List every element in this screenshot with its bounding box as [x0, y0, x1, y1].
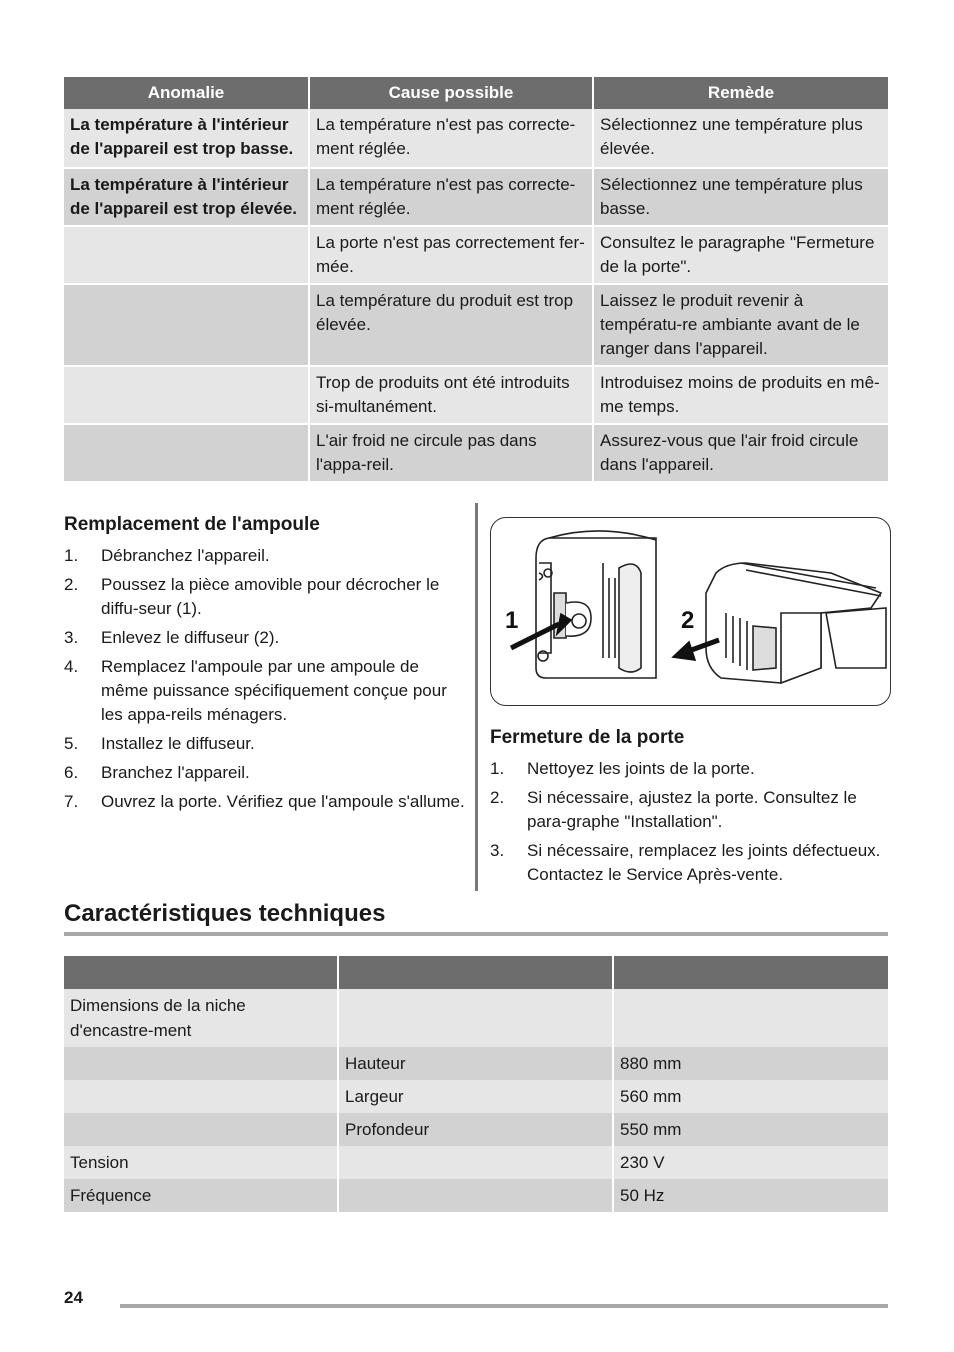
table-row — [64, 1080, 888, 1113]
anomaly-cell — [64, 225, 310, 283]
table-row — [64, 1047, 888, 1080]
illustration-svg — [491, 518, 891, 706]
heading-rule — [64, 932, 888, 936]
remedy-cell: Introduisez moins de produits en mê-me temps. — [594, 365, 888, 423]
step-text: Enlevez le diffuseur (2). — [101, 628, 280, 647]
troubleshooting-table — [64, 77, 888, 481]
step-text: Si nécessaire, remplacez les joints défectueux. Contactez le Service Après-vente. — [527, 841, 881, 884]
list-item — [490, 786, 888, 834]
spec-value-cell — [614, 989, 888, 1047]
table-row — [64, 989, 888, 1047]
door-closure-section — [490, 725, 888, 892]
list-item — [64, 790, 466, 814]
cause-cell: La température n'est pas correcte-ment réglée. — [310, 167, 594, 225]
table-header-row — [64, 77, 888, 109]
spec-label-cell: Dimensions de la niche d'encastre-ment — [64, 989, 339, 1047]
column-header-remedy: Remède — [594, 77, 888, 109]
callout-label-2: 2 — [681, 607, 695, 634]
spec-sublabel-cell: Largeur — [339, 1080, 614, 1113]
footer-rule — [120, 1304, 888, 1308]
step-number: 1. — [490, 759, 505, 778]
spec-label-cell — [64, 1113, 339, 1146]
cause-cell: La température du produit est trop élevée. — [310, 283, 594, 365]
technical-specs-table — [64, 956, 888, 1212]
callout-label-1: 1 — [505, 607, 519, 634]
anomaly-cell — [64, 365, 310, 423]
spec-label-cell — [64, 1080, 339, 1113]
page-number: 24 — [64, 1288, 83, 1307]
lamp-replacement-section — [64, 512, 466, 819]
spec-label-cell: Fréquence — [64, 1179, 339, 1212]
column-header-anomaly: Anomalie — [64, 77, 310, 109]
step-text: Poussez la pièce amovible pour décrocher le diffu-seur (1). — [101, 575, 440, 618]
spec-value-cell: 230 V — [614, 1146, 888, 1179]
anomaly-cell — [64, 283, 310, 365]
spec-value-cell: 550 mm — [614, 1113, 888, 1146]
table-row — [64, 423, 888, 481]
remedy-cell: Consultez le paragraphe "Fermeture de la porte". — [594, 225, 888, 283]
column-header — [614, 956, 888, 989]
step-text: Installez le diffuseur. — [101, 734, 255, 753]
step-number: 1. — [64, 546, 79, 565]
remedy-cell: Laissez le produit revenir à températu-re ambiante avant de le ranger dans l'appareil. — [594, 283, 888, 365]
spec-sublabel-cell: Hauteur — [339, 1047, 614, 1080]
spec-sublabel-cell — [339, 989, 614, 1047]
spec-value-cell: 50 Hz — [614, 1179, 888, 1212]
step-number: 4. — [64, 657, 79, 676]
lamp-replacement-heading: Remplacement de l'ampoule — [64, 514, 320, 535]
technical-specs-heading: Caractéristiques techniques — [64, 900, 386, 927]
step-number: 3. — [64, 628, 79, 647]
anomaly-cell: La température à l'intérieur de l'appareil est trop basse. — [64, 109, 310, 167]
list-item — [64, 626, 466, 650]
cause-cell: La porte n'est pas correctement fer-mée. — [310, 225, 594, 283]
table-header-row — [64, 956, 888, 989]
step-number: 7. — [64, 792, 79, 811]
step-number: 5. — [64, 734, 79, 753]
step-text: Débranchez l'appareil. — [101, 546, 270, 565]
step-text: Ouvrez la porte. Vérifiez que l'ampoule s'allume. — [101, 792, 465, 811]
anomaly-cell — [64, 423, 310, 481]
spec-sublabel-cell — [339, 1179, 614, 1212]
table-row — [64, 225, 888, 283]
list-item — [64, 655, 466, 727]
cause-cell: L'air froid ne circule pas dans l'appa-reil. — [310, 423, 594, 481]
table-row — [64, 283, 888, 365]
table-row — [64, 109, 888, 167]
cause-cell: La température n'est pas correcte-ment réglée. — [310, 109, 594, 167]
spec-sublabel-cell — [339, 1146, 614, 1179]
list-item — [490, 839, 888, 887]
table-row — [64, 365, 888, 423]
column-header — [64, 956, 339, 989]
table-row — [64, 1113, 888, 1146]
step-number: 3. — [490, 841, 505, 860]
column-header — [339, 956, 614, 989]
spec-value-cell: 880 mm — [614, 1047, 888, 1080]
list-item — [64, 573, 466, 621]
column-header-cause: Cause possible — [310, 77, 594, 109]
anomaly-cell: La température à l'intérieur de l'appareil est trop élevée. — [64, 167, 310, 225]
spec-value-cell: 560 mm — [614, 1080, 888, 1113]
remedy-cell: Sélectionnez une température plus élevée. — [594, 109, 888, 167]
list-item — [64, 732, 466, 756]
spec-label-cell — [64, 1047, 339, 1080]
step-number: 2. — [64, 575, 79, 594]
list-item — [64, 544, 466, 568]
table-row — [64, 167, 888, 225]
step-text: Branchez l'appareil. — [101, 763, 250, 782]
step-number: 2. — [490, 788, 505, 807]
table-row — [64, 1179, 888, 1212]
lamp-diffuser-illustration — [490, 517, 891, 706]
door-steps-list — [490, 757, 888, 887]
step-text: Si nécessaire, ajustez la porte. Consultez le para-graphe "Installation". — [527, 788, 857, 831]
spec-label-cell: Tension — [64, 1146, 339, 1179]
step-text: Remplacez l'ampoule par une ampoule de même puissance spécifiquement conçue pour les appa-reils ménagers. — [101, 657, 447, 724]
step-text: Nettoyez les joints de la porte. — [527, 759, 755, 778]
remedy-cell: Sélectionnez une température plus basse. — [594, 167, 888, 225]
spec-sublabel-cell: Profondeur — [339, 1113, 614, 1146]
step-number: 6. — [64, 763, 79, 782]
remedy-cell: Assurez-vous que l'air froid circule dans l'appareil. — [594, 423, 888, 481]
lamp-steps-list — [64, 544, 466, 814]
list-item — [64, 761, 466, 785]
cause-cell: Trop de produits ont été introduits si-multanément. — [310, 365, 594, 423]
door-closure-heading: Fermeture de la porte — [490, 727, 685, 748]
table-row — [64, 1146, 888, 1179]
list-item — [490, 757, 888, 781]
column-divider — [475, 503, 478, 891]
